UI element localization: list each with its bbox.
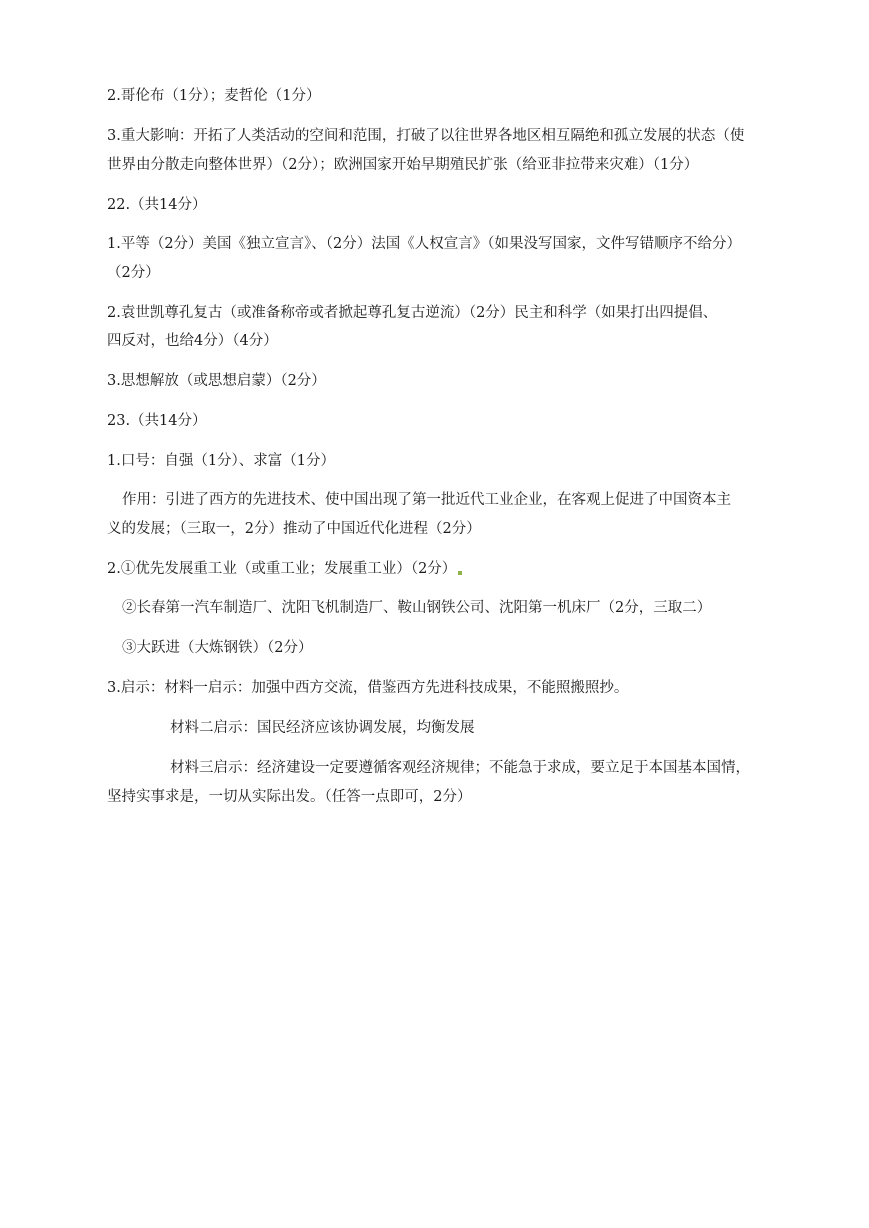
answer-text: 3.思想解放（或思想启蒙）（2分） (107, 373, 326, 389)
answer-line: 义的发展；（三取一，2分）推动了中国近代化进程（2分） (107, 521, 481, 537)
answer-line: 1.平等（2分）美国《独立宣言》、（2分）法国《人权宣言》（如果没写国家，文件写错顺序不给分） (107, 236, 742, 252)
answer-line: ②长春第一汽车制造厂、沈阳飞机制造厂、鞍山钢铁公司、沈阳第一机床厂（2分，三取二） (122, 600, 712, 616)
answer-line: 四反对，也给4分）（4分） (107, 333, 278, 349)
answer-line: 2.袁世凯尊孔复古（或准备称帝或者掀起尊孔复古逆流）（2分）民主和科学（如果打出四提倡、 (107, 305, 718, 321)
green-dot-mark (458, 571, 462, 575)
answer-line: 世界由分散走向整体世界）（2分）；欧洲国家开始早期殖民扩张（给亚非拉带来灾难）（1分） (107, 157, 699, 173)
answer-line: 3.重大影响：开拓了人类活动的空间和范围，打破了以往世界各地区相互隔绝和孤立发展的状态（使 (107, 128, 745, 144)
answer-text: 2.①优先发展重工业（或重工业；发展重工业）（2分） (107, 561, 457, 577)
section-heading: 22.（共14分） (107, 197, 207, 213)
answer-line: 2.哥伦布（1分）；麦哲伦（1分） (107, 88, 321, 104)
answer-line: 材料三启示：经济建设一定要遵循客观经济规律；不能急于求成，要立足于本国基本国情， (170, 760, 750, 776)
answer-line (107, 559, 462, 579)
answer-line: 材料二启示：国民经济应该协调发展，均衡发展 (170, 720, 475, 736)
answer-line: 坚持实事求是，一切从实际出发。（任答一点即可，2分） (107, 789, 472, 805)
section-heading: 23.（共14分） (107, 413, 207, 429)
answer-line (107, 371, 326, 391)
answer-line: ③大跃进（大炼钢铁）（2分） (122, 640, 313, 656)
answer-line: 3.启示：材料一启示：加强中西方交流，借鉴西方先进科技成果，不能照搬照抄。 (107, 680, 629, 696)
answer-line: （2分） (107, 265, 160, 281)
answer-line: 作用：引进了西方的先进技术、使中国出现了第一批近代工业企业，在客观上促进了中国资本主 (122, 492, 731, 508)
answer-line: 1.口号：自强（1分）、求富（1分） (107, 453, 336, 469)
